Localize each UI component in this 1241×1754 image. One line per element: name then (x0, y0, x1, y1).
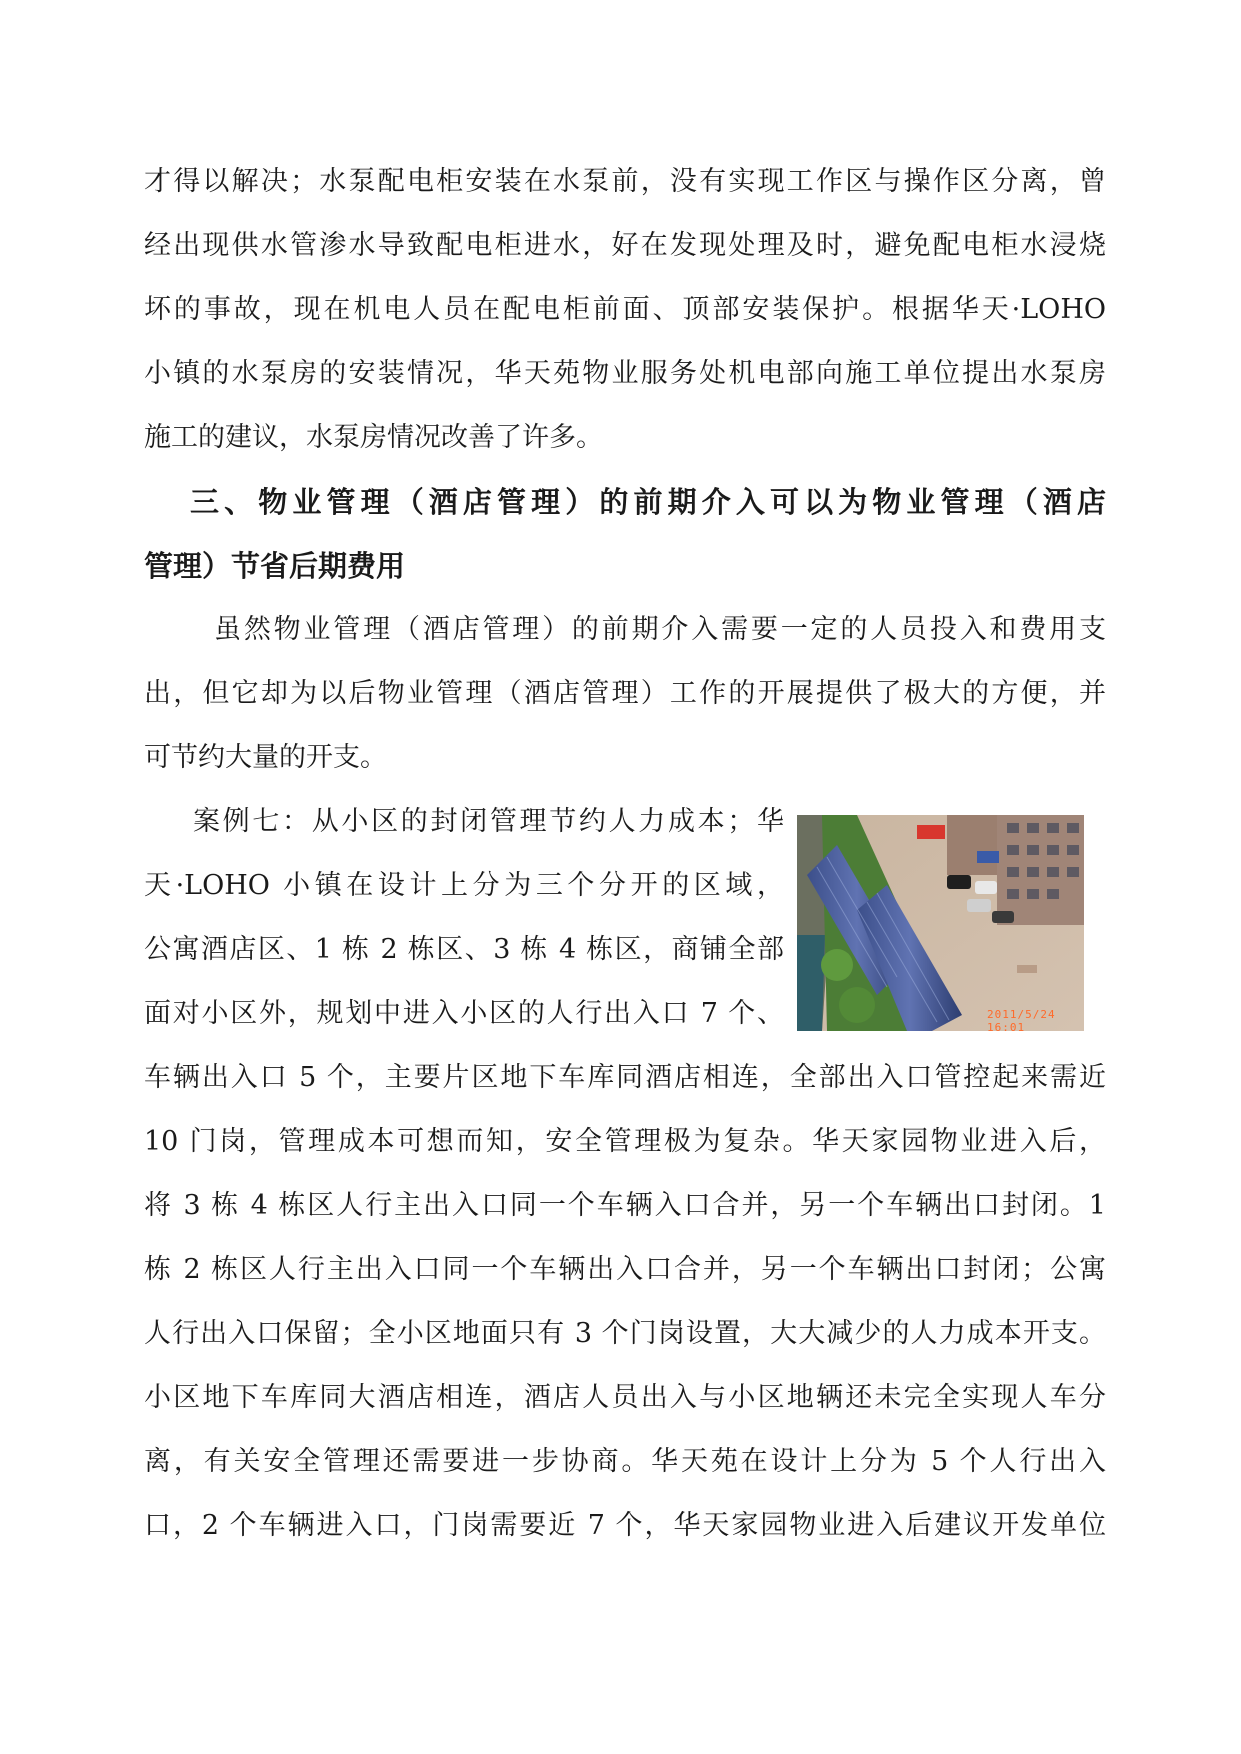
text-line: 案例七：从小区的封闭管理节约人力成本；华 (193, 806, 784, 837)
text-line: 才得以解决；水泵配电柜安装在水泵前，没有实现工作区与操作区分离，曾 (144, 166, 1106, 197)
text-line: 面对小区外，规划中进入小区的人行出入口 7 个、 (144, 998, 784, 1029)
text-line: 栋 2 栋区人行主出入口同一个车辆出入口合并，另一个车辆出口封闭；公寓 (144, 1254, 1106, 1285)
text-line: 小镇的水泵房的安装情况，华天苑物业服务处机电部向施工单位提出水泵房 (144, 358, 1106, 389)
aerial-photo (797, 815, 1084, 1031)
text-line: 小区地下车库同大酒店相连，酒店人员出入与小区地辆还未完全实现人车分 (144, 1382, 1106, 1413)
text-line: 出，但它却为以后物业管理（酒店管理）工作的开展提供了极大的方便，并 (144, 678, 1106, 709)
section-heading: 三、物业管理（酒店管理）的前期介入可以为物业管理（酒店 (190, 485, 1106, 519)
text-line: 天·LOHO 小镇在设计上分为三个分开的区域， (144, 870, 784, 901)
photo-timestamp: 2011/5/24 16:01 (987, 1008, 1056, 1031)
text-line: 将 3 栋 4 栋区人行主出入口同一个车辆入口合并，另一个车辆出口封闭。1 (144, 1190, 1106, 1221)
text-line: 经出现供水管渗水导致配电柜进水，好在发现处理及时，避免配电柜水浸烧 (144, 230, 1106, 261)
text-line: 离，有关安全管理还需要进一步协商。华天苑在设计上分为 5 个人行出入 (144, 1446, 1106, 1477)
text-line: 施工的建议，水泵房情况改善了许多。 (144, 422, 603, 453)
section-heading: 管理）节省后期费用 (144, 549, 406, 583)
text-line: 可节约大量的开支。 (144, 742, 387, 773)
text-line: 口，2 个车辆进入口，门岗需要近 7 个，华天家园物业进入后建议开发单位 (144, 1510, 1106, 1541)
text-line: 虽然物业管理（酒店管理）的前期介入需要一定的人员投入和费用支 (214, 614, 1106, 645)
text-line: 车辆出入口 5 个，主要片区地下车库同酒店相连，全部出入口管控起来需近 (144, 1062, 1106, 1093)
text-line: 10 门岗，管理成本可想而知，安全管理极为复杂。华天家园物业进入后， (144, 1126, 1106, 1157)
text-line: 坏的事故，现在机电人员在配电柜前面、顶部安装保护。根据华天·LOHO (144, 294, 1106, 325)
text-line: 公寓酒店区、1 栋 2 栋区、3 栋 4 栋区，商铺全部 (144, 934, 784, 965)
text-line: 人行出入口保留；全小区地面只有 3 个门岗设置，大大减少的人力成本开支。 (144, 1318, 1106, 1349)
